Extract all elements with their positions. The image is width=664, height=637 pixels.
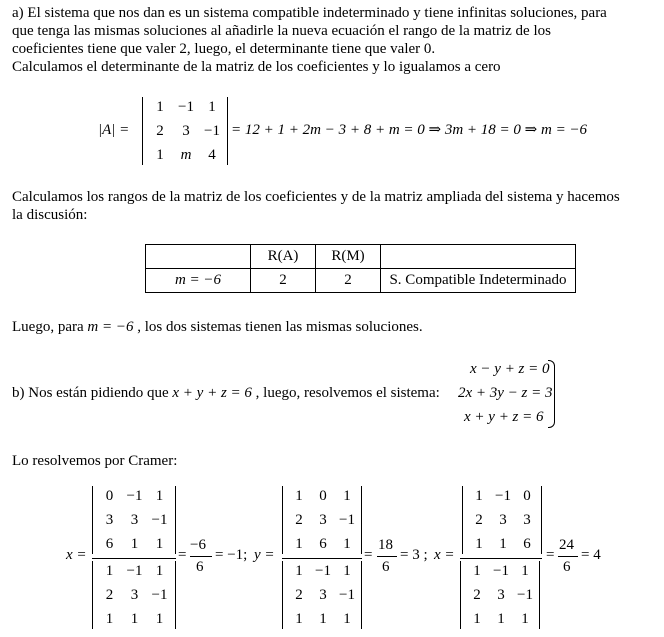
matrix-cell: 1 — [130, 611, 139, 627]
matrix-cell: 6 — [319, 536, 327, 552]
table-header-rank-m: R(M) — [316, 245, 381, 269]
paragraph-intro-1: a) El sistema que nos dan es un sistema compatible indeterminado y tiene infinitas soluciones, para — [12, 5, 607, 21]
matrix-cell: 1 — [499, 536, 507, 552]
matrix-cell: −1 — [178, 99, 194, 115]
cramer-x-frac-den: 6 — [196, 559, 204, 575]
matrix-cell: 1 — [521, 563, 529, 579]
cramer-z-bar — [460, 558, 542, 559]
matrix-cell: 1 — [105, 563, 114, 579]
matrix-cell: 2 — [473, 587, 481, 603]
matrix-cell: 2 — [105, 587, 114, 603]
matrix-cell: 1 — [295, 611, 303, 627]
matrix-cell: −1 — [126, 563, 143, 579]
matrix-cell: 6 — [523, 536, 531, 552]
paragraph-ranks-1: Calculamos los rangos de la matriz de los coeficientes y de la matriz ampliada del sistema y hacemos — [12, 189, 620, 205]
cramer-z-frac-den: 6 — [563, 559, 571, 575]
matrix-cell: 1 — [130, 536, 139, 552]
matrix-cell: 1 — [295, 563, 303, 579]
table-cell-rank-m: 2 — [316, 269, 381, 293]
matrix-cell: 3 — [319, 587, 327, 603]
paragraph-intro-2: que tenga las mismas soluciones al añadirle la nueva ecuación el rango de la matriz de los — [12, 23, 551, 39]
matrix-cell: 2 — [475, 512, 483, 528]
matrix-cell: 0 — [105, 488, 114, 504]
matrix-cell: 1 — [475, 536, 483, 552]
matrix-cell: −1 — [495, 488, 511, 504]
matrix-cell: 0 — [523, 488, 531, 504]
matrix-cell: 1 — [156, 99, 164, 115]
matrix-cell: 3 — [497, 587, 505, 603]
matrix-cell: −1 — [151, 587, 168, 603]
cramer-z-frac-bar — [558, 556, 578, 557]
cramer-z-numerator — [462, 486, 542, 554]
matrix-cell: 1 — [343, 536, 351, 552]
matrix-cell: −1 — [339, 512, 355, 528]
matrix-cell: −1 — [204, 123, 220, 139]
matrix-cell: −1 — [339, 587, 355, 603]
rank-table — [145, 244, 576, 293]
cramer-x-result: = −1; — [215, 547, 248, 563]
matrix-cell: 1 — [343, 611, 351, 627]
matrix-cell: 1 — [156, 147, 164, 163]
matrix-cell: 1 — [155, 488, 164, 504]
cramer-y-result: = 3 ; — [400, 547, 428, 563]
matrix-cell: 3 — [499, 512, 507, 528]
table-header-empty-2 — [381, 245, 576, 269]
matrix-cell: 1 — [295, 488, 303, 504]
table-cell-classification: S. Compatible Indeterminado — [381, 269, 576, 293]
cramer-x-eq: = — [178, 547, 187, 563]
cramer-z-denominator — [460, 561, 540, 629]
matrix-cell: −1 — [517, 587, 533, 603]
matrix-cell: 2 — [156, 123, 164, 139]
system-eq-1: x − y + z = 0 — [470, 361, 550, 377]
paragraph-cramer: Lo resolvemos por Cramer: — [12, 453, 178, 469]
matrix-cell: 1 — [475, 488, 483, 504]
matrix-cell: −1 — [493, 563, 509, 579]
cramer-x-frac-bar — [190, 556, 212, 557]
matrix-cell: 2 — [295, 587, 303, 603]
matrix-cell: 3 — [319, 512, 327, 528]
cramer-y-denominator — [282, 561, 362, 629]
table-cell-rank-a: 2 — [251, 269, 316, 293]
matrix-cell: 3 — [182, 123, 190, 139]
matrix-cell: −1 — [126, 488, 143, 504]
matrix-cell: 3 — [130, 587, 139, 603]
system-eq-2: 2x + 3y − z = 3 — [458, 385, 553, 401]
paragraph-intro-4: Calculamos el determinante de la matriz de los coeficientes y lo igualamos a cero — [12, 59, 501, 75]
cramer-y-frac-den: 6 — [382, 559, 390, 575]
cramer-y-label: y = — [254, 547, 275, 563]
cramer-x-frac-num: −6 — [190, 537, 206, 553]
matrix-cell: 1 — [105, 611, 114, 627]
matrix-cell: m — [180, 147, 192, 163]
cramer-y-frac-bar — [377, 556, 397, 557]
matrix-cell: 1 — [155, 563, 164, 579]
cramer-y-numerator — [282, 486, 362, 554]
table-cell-m: m = −6 — [146, 269, 251, 293]
matrix-cell: 1 — [343, 563, 351, 579]
matrix-cell: 4 — [208, 147, 216, 163]
matrix-cell: 6 — [105, 536, 114, 552]
det-a-label: |A| = — [98, 122, 130, 138]
table-header-empty — [146, 245, 251, 269]
matrix-cell: 1 — [295, 536, 303, 552]
matrix-cell: 1 — [208, 99, 216, 115]
paragraph-ranks-2: la discusión: — [12, 207, 88, 223]
matrix-cell: 1 — [497, 611, 505, 627]
matrix-cell: 1 — [473, 611, 481, 627]
matrix-cell: 1 — [473, 563, 481, 579]
cramer-z-frac-num: 24 — [559, 537, 574, 553]
cramer-z-label: x = — [434, 547, 455, 563]
cramer-y-frac-num: 18 — [378, 537, 393, 553]
cramer-x-numerator — [92, 486, 176, 554]
table-header-rank-a: R(A) — [251, 245, 316, 269]
cramer-x-label: x = — [66, 547, 87, 563]
matrix-cell: 1 — [319, 611, 327, 627]
cramer-y-eq: = — [364, 547, 373, 563]
paragraph-intro-3: coeficientes tiene que valer 2, luego, el determinante tiene que valer 0. — [12, 41, 436, 57]
matrix-cell: 1 — [521, 611, 529, 627]
matrix-cell: 0 — [319, 488, 327, 504]
matrix-cell: 2 — [295, 512, 303, 528]
cramer-x-denominator — [92, 561, 176, 629]
matrix-cell: 1 — [343, 488, 351, 504]
matrix-cell: 3 — [523, 512, 531, 528]
matrix-cell: −1 — [315, 563, 331, 579]
det-a-result: = 12 + 1 + 2m − 3 + 8 + m = 0 ⇒ 3m + 18 = 0 ⇒ m = −6 — [231, 122, 588, 138]
paragraph-conclusion: Luego, para m = −6 , los dos sistemas tienen las mismas soluciones. — [12, 319, 423, 335]
det-a-matrix — [142, 97, 228, 165]
cramer-z-result: = 4 — [581, 547, 601, 563]
matrix-cell: 3 — [130, 512, 139, 528]
cramer-x-bar — [92, 558, 176, 559]
paragraph-part-b: b) Nos están pidiendo que x + y + z = 6 , luego, resolvemos el sistema: — [12, 385, 440, 401]
matrix-cell: 1 — [155, 536, 164, 552]
system-brace — [548, 360, 555, 428]
matrix-cell: 1 — [155, 611, 164, 627]
matrix-cell: −1 — [151, 512, 168, 528]
cramer-z-eq: = — [546, 547, 555, 563]
matrix-cell: 3 — [105, 512, 114, 528]
system-eq-3: x + y + z = 6 — [464, 409, 544, 425]
cramer-y-bar — [282, 558, 362, 559]
